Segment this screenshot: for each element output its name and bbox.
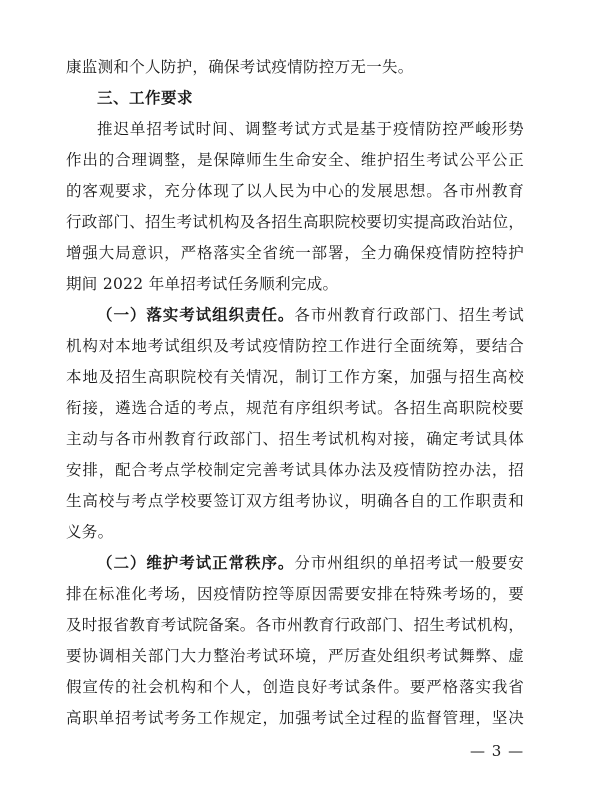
document-body	[66, 52, 524, 734]
paragraph-line: 作出的合理调整，是保障师生生命安全、维护招生考试公平公正	[66, 151, 524, 169]
paragraph-line: 行政部门、招生考试机构及各招生高职院校要切实提高政治站位，	[66, 213, 525, 231]
paragraph-text: 分市州组织的单招考试一般要安	[294, 554, 524, 572]
subsection-title: （二）维护考试正常秩序。	[97, 554, 295, 572]
paragraph-line: 推迟单招考试时间、调整考试方式是基于疫情防控严峻形势	[97, 120, 524, 138]
paragraph-line: 本地及招生高职院校有关情况，制订工作方案，加强与招生高校	[66, 368, 524, 386]
subsection-title: （一）落实考试组织责任。	[97, 306, 295, 324]
paragraph-line: 义务。	[66, 523, 114, 541]
paragraph-line: 生高校与考点学校要签订双方组考协议，明确各自的工作职责和	[66, 492, 524, 510]
paragraph-line: 排在标准化考场，因疫情防控等原因需要安排在特殊考场的，要	[66, 585, 524, 603]
paragraph-line: 机构对本地考试组织及考试疫情防控工作进行全面统筹，要结合	[66, 337, 524, 355]
subsection-line	[66, 548, 524, 579]
section-heading: 三、工作要求	[97, 89, 194, 107]
intro-line: 康监测和个人防护，确保考试疫情防控万无一失。	[66, 58, 414, 76]
subsection-line	[66, 300, 524, 331]
paragraph-line: 要协调相关部门大力整治考试环境，严厉查处组织考试舞弊、虚	[66, 647, 524, 665]
paragraph-line: 增强大局意识，严格落实全省统一部署，全力确保疫情防控特护	[66, 244, 524, 262]
paragraph-line: 主动与各市州教育行政部门、招生考试机构对接，确定考试具体	[66, 430, 524, 448]
paragraph-line: 期间 2022 年单招考试任务顺利完成。	[66, 275, 339, 293]
paragraph-line: 衔接，遴选合适的考点，规范有序组织考试。各招生高职院校要	[66, 399, 524, 417]
paragraph-line: 安排，配合考点学校制定完善考试具体办法及疫情防控办法，招	[66, 461, 524, 479]
paragraph-line: 高职单招考试考务工作规定，加强考试全过程的监督管理，坚决	[66, 709, 524, 727]
paragraph-line: 假宣传的社会机构和个人，创造良好考试条件。要严格落实我省	[66, 678, 524, 696]
paragraph-line: 的客观要求，充分体现了以人民为中心的发展思想。各市州教育	[66, 182, 524, 200]
page-number: — 3 —	[470, 742, 525, 760]
paragraph-text: 各市州教育行政部门、招生考试	[294, 306, 524, 324]
paragraph-line: 及时报省教育考试院备案。各市州教育行政部门、招生考试机构，	[66, 616, 525, 634]
